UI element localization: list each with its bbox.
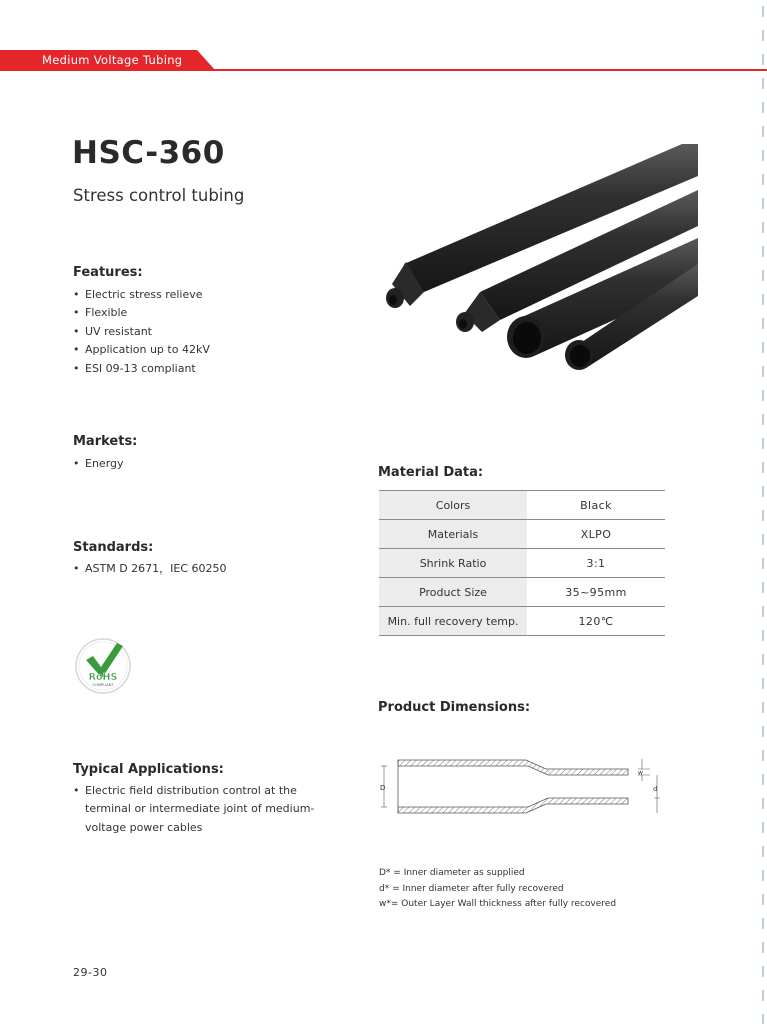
rohs-badge-subtext: COMPLIANT [92, 683, 114, 687]
application-line: voltage power cables [85, 820, 203, 834]
edge-tick [762, 966, 764, 977]
application-line: Electric field distribution control at the [85, 784, 297, 797]
table-cell-label: Product Size [379, 578, 527, 607]
table-row [379, 578, 665, 607]
edge-tick [762, 318, 764, 329]
edge-tick [762, 558, 764, 569]
standards-heading: Standards: [73, 540, 154, 555]
table-cell-value: XLPO [527, 520, 665, 549]
page-number: 29-30 [73, 966, 108, 979]
edge-tick [762, 678, 764, 689]
applications-heading: Typical Applications: [73, 762, 224, 777]
edge-tick [762, 774, 764, 785]
table-cell-label: Shrink Ratio [379, 549, 527, 578]
table-cell-value: 35~95mm [527, 578, 665, 607]
section-tab-label: Medium Voltage Tubing [42, 53, 183, 67]
edge-tick [762, 702, 764, 713]
dimension-drawing [376, 755, 666, 825]
edge-tick [762, 414, 764, 425]
table-cell-value: 120℃ [527, 607, 665, 636]
edge-tick [762, 870, 764, 881]
edge-tick [762, 582, 764, 593]
dim-label-d: d [653, 785, 658, 793]
edge-tick [762, 174, 764, 185]
edge-tick [762, 726, 764, 737]
dimension-note: d* = Inner diameter after fully recovered [379, 883, 564, 894]
standards-list [73, 560, 227, 578]
edge-tick [762, 942, 764, 953]
edge-tick [762, 1014, 764, 1024]
edge-tick [762, 198, 764, 209]
table-cell-value: 3:1 [527, 549, 665, 578]
edge-tick [762, 486, 764, 497]
section-tab-bar [0, 50, 767, 71]
list-item [73, 782, 314, 837]
edge-tick [762, 126, 764, 137]
edge-tick [762, 78, 764, 89]
edge-tick [762, 6, 764, 17]
edge-tick [762, 102, 764, 113]
edge-tick [762, 438, 764, 449]
page-edge-ticks [762, 0, 765, 1024]
list-item: • Flexible [73, 304, 210, 322]
dimensions-heading: Product Dimensions: [378, 700, 531, 715]
list-item: • UV resistant [73, 323, 210, 341]
dim-label-w: w [638, 769, 643, 777]
table-row [379, 520, 665, 549]
edge-tick [762, 294, 764, 305]
dim-label-D: D [380, 784, 386, 792]
edge-tick [762, 246, 764, 257]
product-photo [372, 142, 698, 370]
edge-tick [762, 534, 764, 545]
rohs-badge-icon [73, 636, 133, 696]
table-cell-value: Black [527, 491, 665, 520]
list-item: • ESI 09-13 compliant [73, 360, 210, 378]
table-row [379, 491, 665, 520]
edge-tick [762, 822, 764, 833]
list-item: • Electric stress relieve [73, 286, 210, 304]
markets-list [73, 455, 124, 473]
dimension-note: D* = Inner diameter as supplied [379, 868, 525, 878]
list-item: • Energy [73, 455, 124, 473]
edge-tick [762, 30, 764, 41]
edge-tick [762, 894, 764, 905]
table-cell-label: Materials [379, 520, 527, 549]
edge-tick [762, 150, 764, 161]
edge-tick [762, 846, 764, 857]
table-cell-label: Min. full recovery temp. [379, 607, 527, 636]
edge-tick [762, 990, 764, 1001]
edge-tick [762, 750, 764, 761]
edge-tick [762, 342, 764, 353]
edge-tick [762, 918, 764, 929]
dimension-note: w*= Outer Layer Wall thickness after fully recovered [379, 899, 617, 909]
application-line: terminal or intermediate joint of medium- [85, 802, 315, 816]
product-subtitle: Stress control tubing [73, 186, 245, 205]
material-data-heading: Material Data: [378, 465, 484, 480]
edge-tick [762, 798, 764, 809]
applications-list [73, 782, 314, 837]
edge-tick [762, 630, 764, 641]
edge-tick [762, 222, 764, 233]
header-rule [0, 69, 767, 71]
markets-heading: Markets: [73, 434, 138, 449]
features-list [73, 286, 210, 378]
dimension-notes [379, 866, 616, 913]
table-row [379, 607, 665, 636]
edge-tick [762, 54, 764, 65]
table-row [379, 549, 665, 578]
edge-tick [762, 510, 764, 521]
rohs-badge-text: RoHS [88, 672, 118, 683]
edge-tick [762, 366, 764, 377]
list-item: • Application up to 42kV [73, 341, 210, 359]
table-cell-label: Colors [379, 491, 527, 520]
product-title: HSC-360 [72, 135, 225, 171]
edge-tick [762, 462, 764, 473]
material-data-table [379, 490, 665, 636]
edge-tick [762, 270, 764, 281]
edge-tick [762, 606, 764, 617]
list-item: • ASTM D 2671，IEC 60250 [73, 560, 227, 578]
edge-tick [762, 654, 764, 665]
features-heading: Features: [73, 265, 143, 280]
edge-tick [762, 390, 764, 401]
